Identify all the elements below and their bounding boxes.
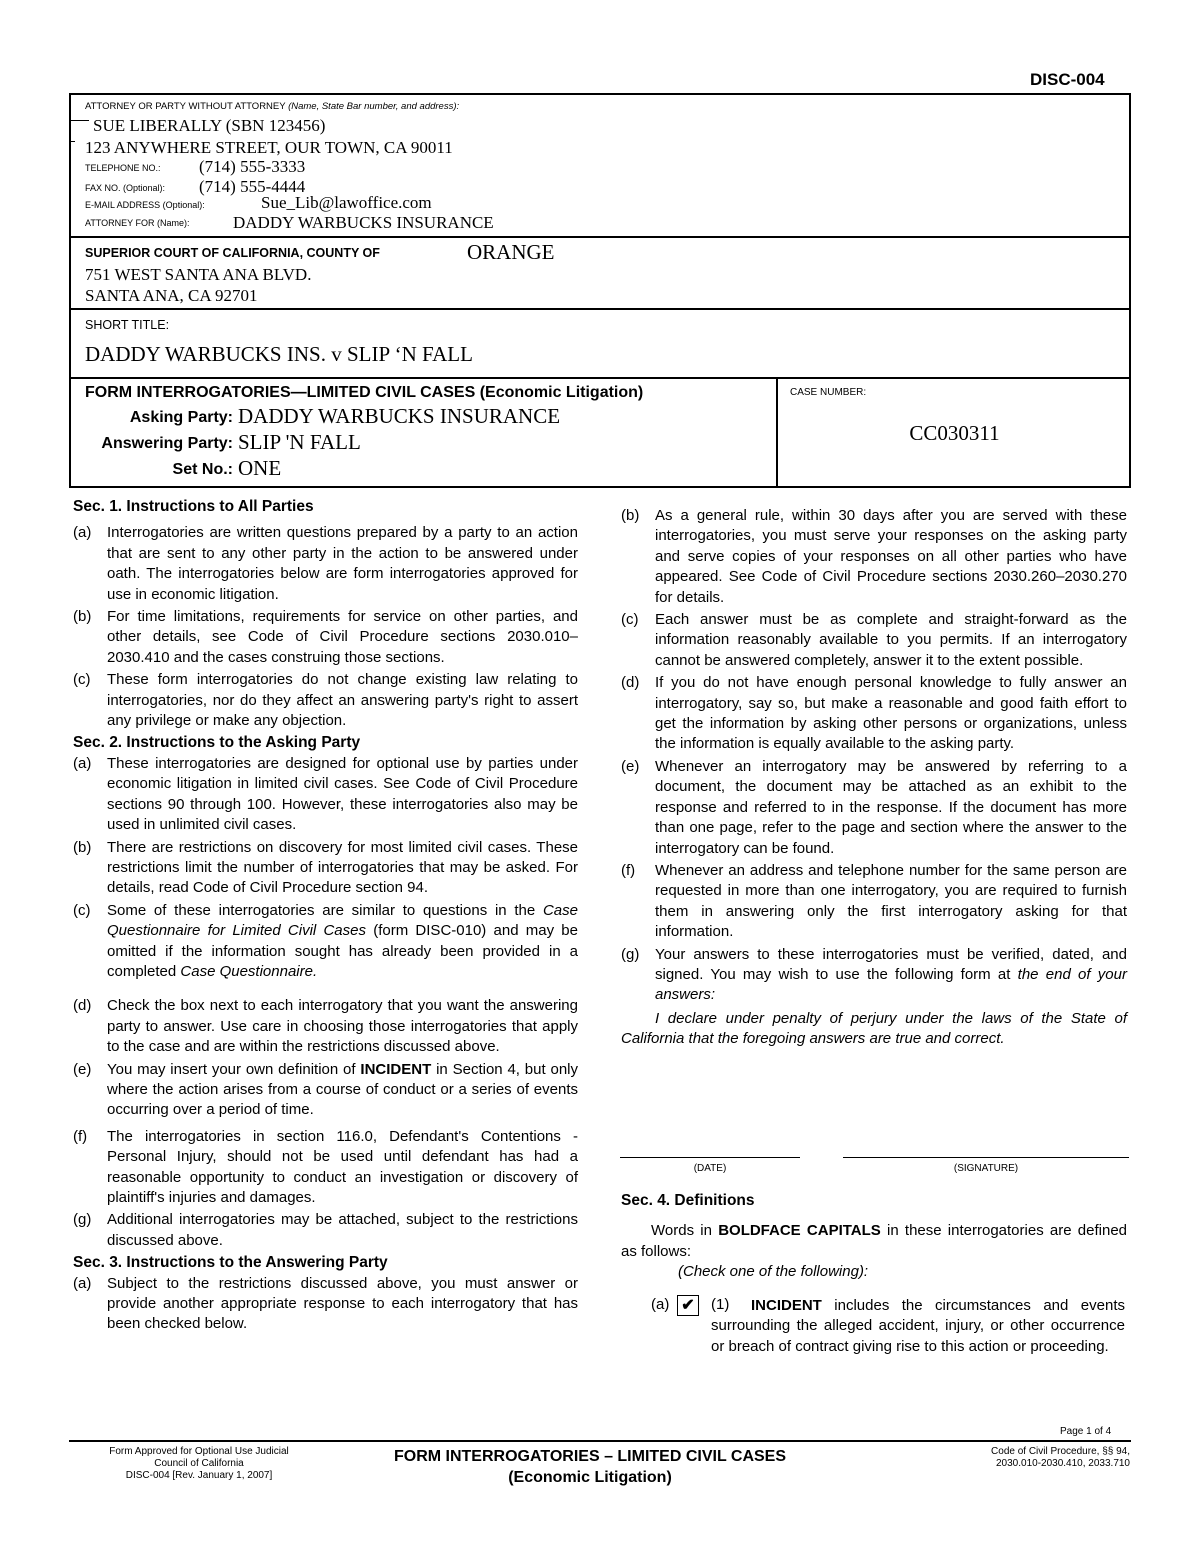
form-id: DISC-004 xyxy=(1030,70,1105,89)
sec4-intro-1: Words in xyxy=(651,1222,712,1240)
date-line[interactable] xyxy=(620,1157,800,1158)
asking-party-label: Asking Party: xyxy=(129,409,233,426)
answering-party-value[interactable]: SLIP 'N FALL xyxy=(238,430,361,454)
sec2-b-text: There are restrictions on discovery for most limited civil cases. These restrictions limit the number of interrogatories that may be asked. For details, read Code of Civil Procedure section 94. xyxy=(107,838,578,897)
attorney-box xyxy=(69,93,1131,238)
footer-left xyxy=(69,1446,329,1482)
sec2-item-g: (g) Additional interrogatories may be attached, subject to the restrictions discussed above. xyxy=(73,1210,578,1251)
signature-label: (SIGNATURE) xyxy=(953,1163,1019,1174)
set-number-value[interactable]: ONE xyxy=(238,456,282,480)
sec3-g-text-2: the end of your answers: xyxy=(655,965,1127,1004)
sec2-c-text-2: (form DISC-010) and may be omitted if the information sought has already been provided in a completed xyxy=(107,922,578,980)
court-label: SUPERIOR COURT OF CALIFORNIA, COUNTY OF xyxy=(85,246,380,260)
sec1-a-text: Interrogatories are written questions prepared by a party to an action that are sent to any other party in the action to be answered under oath. The interrogatories below are form interrogatories approved for use in economic litigation. xyxy=(107,524,578,603)
sec2-item-a: (a) These interrogatories are designed for optional use by parties under economic litigation in limited civil cases. See Code of Civil Procedure sections 90 through 100. However, these interrogatories also may be used in unlimited civil cases. xyxy=(73,754,578,836)
footer-center xyxy=(330,1446,850,1488)
sec4-intro-2: in these interrogatories are defined as follows: xyxy=(621,1222,1128,1260)
sec3-f-text: Whenever an address and telephone number for the same person are requested in more than one interrogatory, you are required to furnish them in answering only the first interrogatory asking for that information. xyxy=(655,861,1127,941)
sec2-item-f: (f) The interrogatories in section 116.0, Defendant's Contentions - Personal Injury, should not be used until defendant has had a reasonable opportunity to conduct an investigation or discovery of plaintiff's injuries and damages. xyxy=(73,1127,578,1209)
email-value[interactable]: Sue_Lib@lawoffice.com xyxy=(261,193,432,212)
footer-rule xyxy=(69,1440,1131,1442)
attorney-name[interactable]: SUE LIBERALLY (SBN 123456) xyxy=(93,116,326,135)
sec4-a-1-definition xyxy=(711,1296,1125,1357)
attorney-for-value[interactable]: DADDY WARBUCKS INSURANCE xyxy=(233,213,494,232)
sec3-b-text: As a general rule, within 30 days after you are served with these interrogatories, you must serve your responses on the asking party and serve copies of your responses on all other parties who have appeared. See Code of Civil Procedure sections 2030.260–2030.270 for details. xyxy=(655,507,1127,606)
attorney-heading-label: ATTORNEY OR PARTY WITHOUT ATTORNEY xyxy=(85,101,286,112)
footer-right-2: 2030.010-2030.410, 2033.710 xyxy=(995,1458,1130,1469)
form-title: FORM INTERROGATORIES—LIMITED CIVIL CASES (Economic Litigation) xyxy=(85,384,644,401)
sec2-heading: Sec. 2. Instructions to the Asking Party xyxy=(73,734,361,752)
footer-right xyxy=(880,1446,1130,1470)
sec3-g-text-1: Your answers to these interrogatories must be verified, dated, and signed. You may wish to use the following form at xyxy=(655,945,1127,983)
declaration-text: I declare under penalty of perjury under the laws of the State of California that the foregoing answers are true and correct. xyxy=(621,1009,1127,1048)
footer-right-1: Code of Civil Procedure, §§ 94, xyxy=(991,1446,1130,1457)
footer-center-2: (Economic Litigation) xyxy=(508,1469,672,1486)
sec1-heading: Sec. 1. Instructions to All Parties xyxy=(73,498,314,515)
sec3-item-b: (b) As a general rule, within 30 days after you are served with these interrogatories, you must serve your responses on the asking party and serve copies of your responses on all other parties who have appeared. See Code of Civil Procedure sections 2030.260–2030.270 for details. xyxy=(621,506,1127,608)
sec4-a-1-num: (1) xyxy=(711,1296,730,1313)
sec3-item-f: (f) Whenever an address and telephone number for the same person are requested in more than one interrogatory, you are required to furnish them in answering only the first interrogatory asking for that information. xyxy=(621,861,1127,943)
sec3-c-text: Each answer must be as complete and straight-forward as the information reasonably available to you permits. If an interrogatory cannot be answered completely, answer it to the extent possible. xyxy=(655,611,1127,669)
court-box xyxy=(69,236,1131,310)
sec2-c-text-1: Some of these interrogatories are similar to questions in the xyxy=(107,901,536,919)
sec2-item-e: (e) You may insert your own definition of INCIDENT in Section 4, but only where the action arises from a course of conduct or a series of events occurring over a period of time. xyxy=(73,1060,579,1119)
sec4-intro xyxy=(621,1221,1127,1262)
asking-party-value[interactable]: DADDY WARBUCKS INSURANCE xyxy=(238,404,561,428)
sec4-a-1-text: includes the circumstances and events surrounding the alleged accident, injury, or other occurrence or breach of contract giving rise to this action or proceeding. xyxy=(711,1297,1125,1355)
sec2-item-b: (b) There are restrictions on discovery for most limited civil cases. These restrictions limit the number of interrogatories that may be asked. For details, read Code of Civil Procedure section 94. xyxy=(73,838,578,899)
margin-bracket xyxy=(71,120,89,121)
attorney-address[interactable]: 123 ANYWHERE STREET, OUR TOWN, CA 90011 xyxy=(85,138,453,157)
fax-label: FAX NO. (Optional): xyxy=(85,183,166,193)
sec1-item-c: (c) These form interrogatories do not change existing law relating to interrogatories, nor do they affect an answering party's right to assert any privilege or make any objection. xyxy=(73,670,578,731)
sec2-c-form-title: Case Questionnaire for Limited Civil Cases xyxy=(107,901,578,940)
sec3-item-d: (d) If you do not have enough personal knowledge to fully answer an interrogatory, say so, but make a reasonable and good faith effort to get the information by asking other persons or organizations, unless the information is equally available to the asking party. xyxy=(621,673,1127,755)
sec3-heading: Sec. 3. Instructions to the Answering Party xyxy=(73,1254,388,1272)
title-box xyxy=(69,377,1131,488)
sec1-item-b: (b) For time limitations, requirements for service on other parties, and other details, see Code of Civil Procedure sections 2030.010–2030.410 and the cases construing those sections. xyxy=(73,607,578,668)
definitions-section xyxy=(621,1191,1127,1283)
attorney-for-label: ATTORNEY FOR (Name): xyxy=(85,218,190,228)
date-label: (DATE) xyxy=(693,1163,727,1174)
sec3-item-g: (g) Your answers to these interrogatories must be verified, dated, and signed. You may wish to use the following form at the end of your answers: xyxy=(621,945,1127,1004)
sec4-heading: Sec. 4. Definitions xyxy=(621,1192,755,1209)
sec1-b-text: For time limitations, requirements for service on other parties, and other details, see Code of Civil Procedure sections 2030.010–2030.410 and the cases construing those sections. xyxy=(107,608,578,666)
sec2-g-text: Additional interrogatories may be attached, subject to the restrictions discussed above. xyxy=(107,1211,578,1249)
page-number: Page 1 of 4 xyxy=(1060,1426,1112,1437)
sec2-e-text-2: in Section 4, but only where the action arises from a course of conduct or a series of events occurring over a period of time. xyxy=(107,1060,579,1119)
incident-checkbox[interactable]: ✔ xyxy=(677,1295,699,1316)
sec3-d-text: If you do not have enough personal knowledge to fully answer an interrogatory, say so, but make a reasonable and good faith effort to get the information by asking other persons or organizations, unless the information is equally available to the asking party. xyxy=(655,674,1127,753)
sec3-item-e: (e) Whenever an interrogatory may be answered by referring to a document, the document may be attached as an exhibit to the response and referred to in the response. If the document has more than one page, refer to the page and section where the answer to the interrogatory can be found. xyxy=(621,757,1127,859)
sec1-c-text: These form interrogatories do not change existing law relating to interrogatories, nor do they affect an answering party's right to assert any privilege or make any objection. xyxy=(107,671,578,730)
case-number-value[interactable]: CC030311 xyxy=(909,421,1000,445)
sec2-e-term: INCIDENT xyxy=(360,1060,432,1078)
sec4-a-1-term: INCIDENT xyxy=(751,1297,822,1314)
court-county[interactable]: ORANGE xyxy=(467,240,555,264)
footer-center-1: FORM INTERROGATORIES – LIMITED CIVIL CASES xyxy=(393,1448,787,1465)
sec2-e-text-1: You may insert your own definition of xyxy=(107,1060,356,1078)
footer-left-1: Form Approved for Optional Use Judicial xyxy=(109,1446,289,1457)
sec2-c-form-ref: Case Questionnaire. xyxy=(180,962,318,980)
sec2-a-text: These interrogatories are designed for optional use by parties under economic litigation in limited civil cases. See Code of Civil Procedure sections 90 through 100. However, these interrogatories also may be used in unlimited civil cases. xyxy=(107,754,578,834)
footer-left-2: Council of California xyxy=(154,1458,244,1469)
sec4-intro-term: BOLDFACE CAPITALS xyxy=(718,1222,881,1240)
sec3-e-text: Whenever an interrogatory may be answered by referring to a document, the document may be attached as an exhibit to the response and referred to in the response. If the document has more than one page, refer to the page and section where the answer to the interrogatory can be found. xyxy=(655,757,1127,857)
sec3-a-text: Subject to the restrictions discussed above, you must answer or provide another appropriate response to each interrogatory that has been checked below. xyxy=(107,1274,578,1333)
sec2-item-d: (d) Check the box next to each interrogatory that you want the answering party to answer. Use care in choosing those interrogatories that apply to the case and are within the restrictions discussed above. xyxy=(73,996,578,1057)
short-title-value[interactable]: DADDY WARBUCKS INS. v SLIP ‘N FALL xyxy=(85,342,473,366)
sec2-d-text: Check the box next to each interrogatory that you want the answering party to answer. Use care in choosing those interrogatories that apply to the case and are within the restrictions discussed above. xyxy=(107,997,578,1056)
sec4-check-hint: (Check one of the following): xyxy=(678,1263,869,1281)
court-city[interactable]: SANTA ANA, CA 92701 xyxy=(85,286,258,305)
sec2-item-c: (c) Some of these interrogatories are similar to questions in the Case Questionnaire for Limited Civil Cases (form DISC-010) and may be omitted if the information sought has already been provided in a completed Case Questionnaire. xyxy=(73,901,578,980)
answering-party-label: Answering Party: xyxy=(101,435,233,452)
margin-tick xyxy=(71,141,75,142)
right-column xyxy=(621,506,1127,1050)
sec3-item-c: (c) Each answer must be as complete and straight-forward as the information reasonably available to you permits. If an interrogatory cannot be answered completely, answer it to the extent possible. xyxy=(621,610,1127,671)
left-column xyxy=(73,497,578,1337)
fax-value[interactable]: (714) 555-4444 xyxy=(199,177,306,196)
sec1-item-a: (a) Interrogatories are written questions prepared by a party to an action that are sent to any other party in the action to be answered under oath. The interrogatories below are form interrogatories approved for use in economic litigation. xyxy=(73,523,578,605)
email-label: E-MAIL ADDRESS (Optional): xyxy=(85,200,205,210)
sec2-f-text: The interrogatories in section 116.0, Defendant's Contentions - Personal Injury, should not be used until defendant has had a reasonable opportunity to conduct an investigation or discovery of plaintiff's injuries and damages. xyxy=(107,1127,578,1206)
court-street[interactable]: 751 WEST SANTA ANA BLVD. xyxy=(85,265,312,284)
short-title-label: SHORT TITLE: xyxy=(85,318,170,332)
footer-left-3: DISC-004 [Rev. January 1, 2007] xyxy=(125,1470,273,1481)
telephone-label: TELEPHONE NO.: xyxy=(85,163,161,173)
set-number-label: Set No.: xyxy=(172,461,233,478)
case-number-label: CASE NUMBER: xyxy=(790,387,867,398)
sec3-item-a: (a) Subject to the restrictions discussed above, you must answer or provide another appropriate response to each interrogatory that has been checked below. xyxy=(73,1274,578,1335)
attorney-heading-hint: (Name, State Bar number, and address): xyxy=(288,101,460,112)
signature-line[interactable] xyxy=(843,1157,1129,1158)
telephone-value[interactable]: (714) 555-3333 xyxy=(199,157,306,176)
attorney-heading xyxy=(85,101,459,112)
sec4-a-label: (a) xyxy=(651,1296,670,1313)
short-title-box xyxy=(69,308,1131,379)
